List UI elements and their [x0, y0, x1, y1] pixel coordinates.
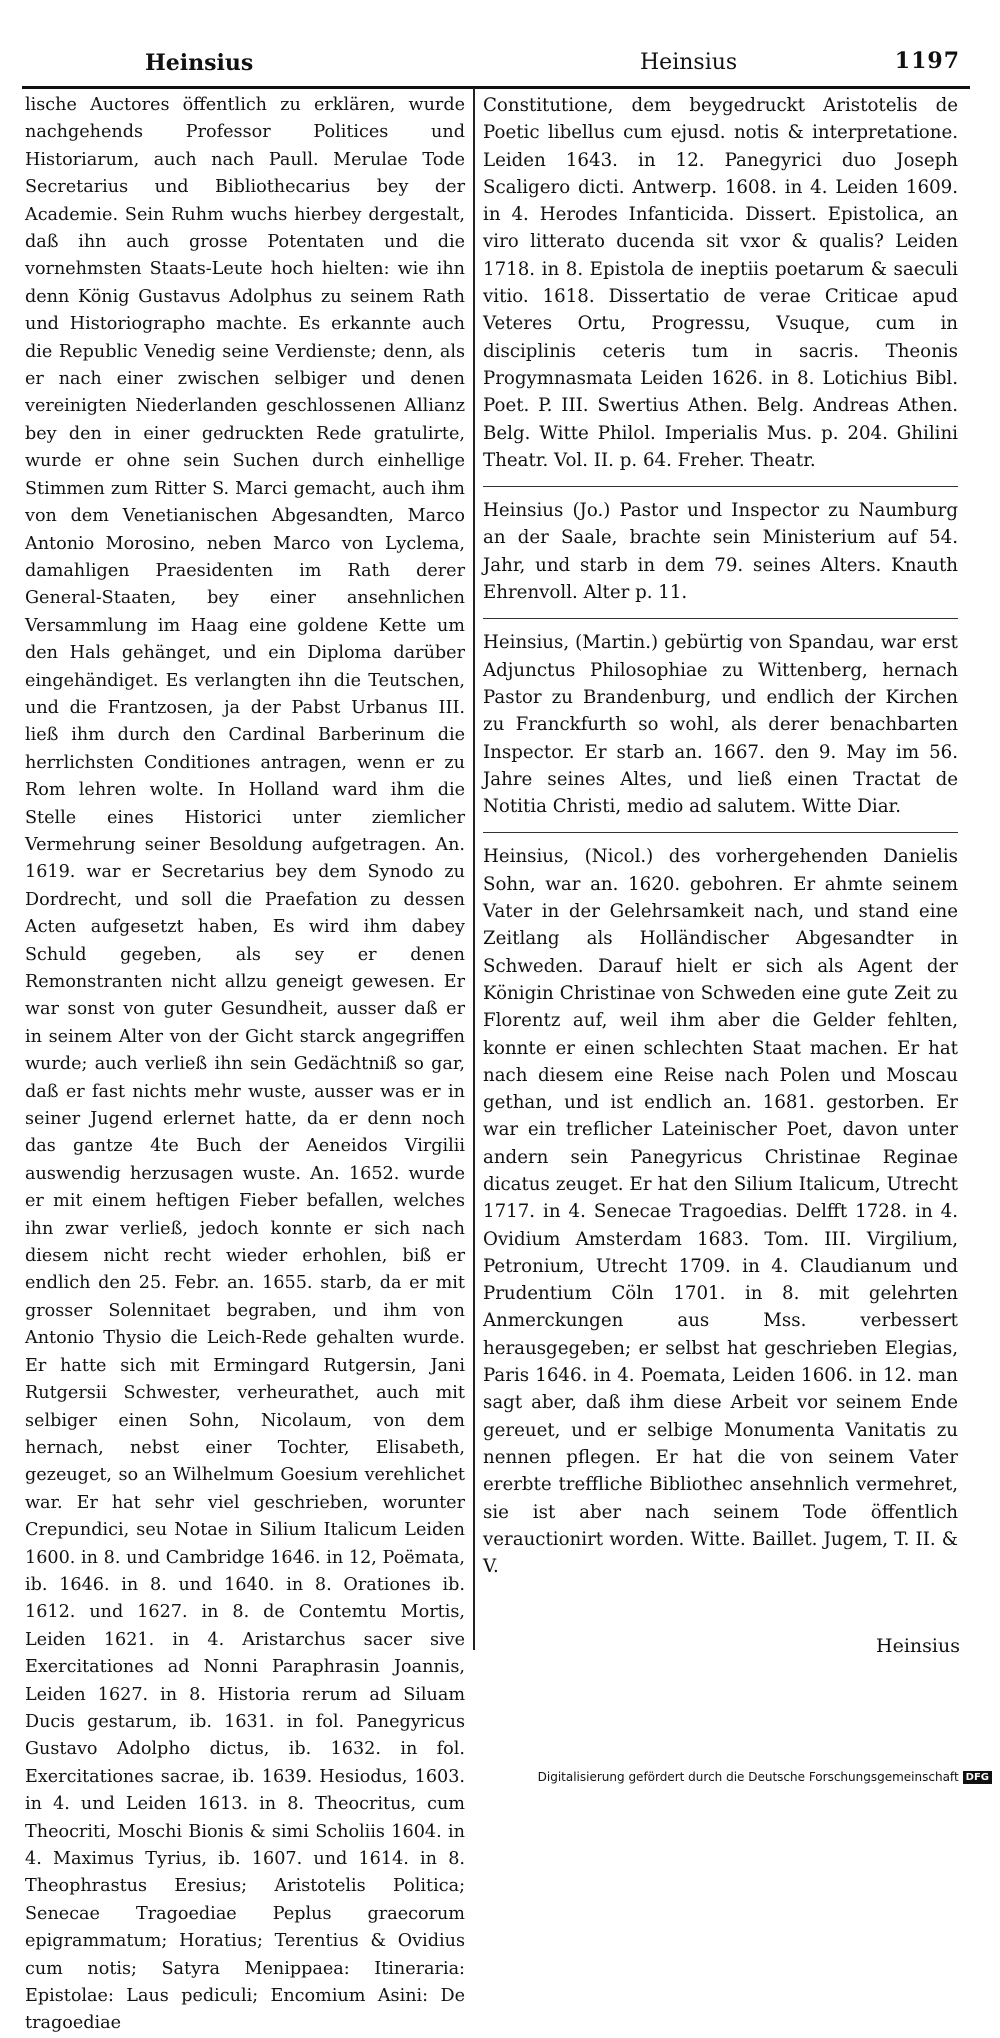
digitization-footer: [538, 1770, 992, 1784]
left-column: [25, 92, 465, 2034]
running-header: [25, 50, 980, 84]
header-left-title: Heinsius: [145, 50, 254, 76]
paragraph: lische Auctores öffentlich zu erklären, wurde nachgehends Professor Politices und Historiarum, auch nach Paull. Merulae Tode Secretarius und Bibliothecarius bey der Academie. Sein Ruhm wuchs hierbey dergestalt, daß ihn auch grosse Potentaten und die vornehmsten Staats-Leute hoch hielten: wie ihn denn König Gustavus Adolphus zu seinem Rath und Historiographo machte. Es erkannte auch die Republic Venedig seine Verdienste; denn, als er nach einer zwischen selbiger und denen vereinigten Niederlanden geschlossenen Allianz bey den in einer gedruckten Rede gratulirte, wurde er ohne sein Suchen durch einhellige Stimmen zum Ritter S. Marci gemacht, auch ihm von dem Venetianischen Abgesandten, Marco Antonio Morosino, neben Marco von Lyclema, damahligen Praesidenten im Rath derer General-Staaten, bey einer ansehnlichen Versammlung im Haag eine goldene Kette um den Hals gehänget, und ein Diploma darüber eingehändiget. Es verlangten ihn die Teutschen, und die Frantzosen, ja der Pabst Urbanus III. ließ ihm durch den Cardinal Barberinum die herrlichsten Conditiones antragen, wenn er zu Rom lehren wolte. In Holland ward ihm die Stelle eines Historici unter ziemlicher Vermehrung seiner Besoldung aufgetragen. An. 1619. war er Secretarius bey dem Synodo zu Dordrecht, und soll die Praefation zu dessen Acten aufgesetzt haben, Es wird ihm dabey Schuld gegeben, als sey er denen Remonstranten nicht allzu geneigt gewesen. Er war sonst von guter Gesundheit, ausser daß er in seinem Alter von der Gicht starck angegriffen wurde; auch verließ ihn sein Gedächtniß so gar, daß er fast nichts mehr wuste, ausser was er in seiner Jugend erlernet hatte, da er denn noch das gantze 4te Buch der Aeneidos Virgilii auswendig herzusagen wuste. An. 1652. wurde er mit einem heftigen Fieber befallen, welches ihn zwar verließ, jedoch konnte er sich nach diesem nicht recht wieder erhohlen, biß er endlich den 25. Febr. an. 1655. starb, da er mit grosser Solennitaet begraben, und ihm von Antonio Thysio die Leich-Rede gehalten wurde. Er hatte sich mit Ermingard Rutgersin, Jani Rutgersii Schwester, verheurathet, auch mit selbiger einen Sohn, Nicolaum, von dem hernach, nebst einer Tochter, Elisabeth, gezeuget, so an Wilhelmum Goesium verehlichet war. Er hat sehr viel geschrieben, worunter Crepundici, seu Notae in Silium Italicum Leiden 1600. in 8. und Cambridge 1646. in 12, Poëmata, ib. 1646. in 8. und 1640. in 8. Orationes ib. 1612. und 1627. in 8. de Contemtu Mortis, Leiden 1621. in 4. Aristarchus sacer sive Exercitationes ad Nonni Paraphrasin Joannis, Leiden 1627. in 8. Historia rerum ad Siluam Ducis gestarum, ib. 1631. in fol. Panegyricus Gustavo Adolpho dictus, ib. 1632. in fol. Exercitationes sacrae, ib. 1639. Hesiodus, 1603. in 4. und Leiden 1613. in 8. Theocritus, cum Theocriti, Moschi Bionis & simi Scholiis 1604. in 4. Maximus Tyrius, ib. 1607. und 1614. in 8. Theophrastus Eresius; Aristotelis Politica; Senecae Tragoediae Peplus graecorum epigrammatum; Horatius; Terentius & Ovidius cum notis; Satyra Menippaea: Itineraria: Epistolae: Laus pediculi; Encomium Asini: De tragoediae: [25, 95, 465, 2034]
paragraph: Constitutione, dem beygedruckt Aristotelis de Poetic libellus cum ejusd. notis & interpretatione. Leiden 1643. in 12. Panegyrici duo Joseph Scaligero dicti. Antwerp. 1608. in 4. Leiden 1609. in 4. Herodes Infanticida. Dissert. Epistolica, an viro litterato ducenda sit vxor & qualis? Leiden 1718. in 8. Epistola de ineptiis poetarum & saeculi vitio. 1618. Dissertatio de verae Criticae apud Veteres Ortu, Progressu, Vsuque, cum in disciplinis ceteris tum in sacris. Theonis Progymnasmata Leiden 1626. in 8. Lotichius Bibl. Poet. P. III. Swertius Athen. Belg. Andreas Athen. Belg. Witte Philol. Imperialis Mus. p. 204. Ghilini Theatr. Vol. II. p. 64. Freher. Theatr.: [483, 95, 958, 471]
entry-heinsius-jo: Heinsius (Jo.) Pastor und Inspector zu Naumburg an der Saale, brachte sein Ministerium auf 54. Jahr, und starb in dem 79. seines Alters. Knauth Ehrenvoll. Alter p. 11.: [483, 486, 958, 606]
column-divider: [473, 88, 475, 1650]
page-number: 1197: [894, 48, 960, 74]
right-column: [483, 92, 958, 1652]
entry-heinsius-nicol: Heinsius, (Nicol.) des vorhergehenden Danielis Sohn, war an. 1620. gebohren. Er ahmte seinem Vater in der Gelehrsamkeit nach, und stand eine Zeitlang als Holländischer Abgesandter in Schweden. Darauf hielt er sich als Agent der Königin Christinae von Schweden eine gute Zeit zu Florentz auf, weil ihm aber die Gelder fehlten, konnte er einen schlechten Staat machen. Er hat nach diesem eine Reise nach Polen und Moscau gethan, und ist endlich an. 1681. gestorben. Er war ein treflicher Lateinischer Poet, davon unter andern sein Panegyricus Christinae Reginae dicatus zeuget. Er hat den Silium Italicum, Utrecht 1717. in 4. Senecae Tragoedias. Delfft 1728. in 4. Ovidium Amsterdam 1683. Tom. III. Virgilium, Petronium, Utrecht 1709. in 4. Claudianum und Prudentium Cöln 1701. in 8. mit gelehrten Anmerckungen aus Mss. verbessert herausgegeben; er selbst hat geschrieben Elegias, Paris 1646. in 4. Poemata, Leiden 1606. in 12. man sagt aber, daß ihm diese Arbeit vor seinem Ende gereuet, und er selbige Monumenta Vanitatis zu nennen pflegen. Er hat die von seinem Vater ererbte treffliche Bibliothec ansehnlich vermehret, sie ist aber nach seinem Tode öffentlich verauctionirt worden. Witte. Baillet. Jugem, T. II. & V.: [483, 832, 958, 1580]
footer-text: Digitalisierung gefördert durch die Deutsche Forschungsgemeinschaft: [537, 1770, 959, 1784]
entry-heinsius-martin: Heinsius, (Martin.) gebürtig von Spandau, war erst Adjunctus Philosophiae zu Wittenberg, hernach Pastor zu Brandenburg, und endlich der Kirchen zu Franckfurth so wohl, als derer benachbarten Inspector. Er starb an. 1667. den 9. May im 56. Jahre seines Altes, und ließ einen Tractat de Notitia Christi, medio ad salutem. Witte Diar.: [483, 618, 958, 820]
catchword: Heinsius: [876, 1635, 960, 1657]
header-rule: [22, 86, 970, 89]
header-center-title: Heinsius: [640, 50, 738, 75]
dfg-logo: DFG: [963, 1771, 992, 1784]
